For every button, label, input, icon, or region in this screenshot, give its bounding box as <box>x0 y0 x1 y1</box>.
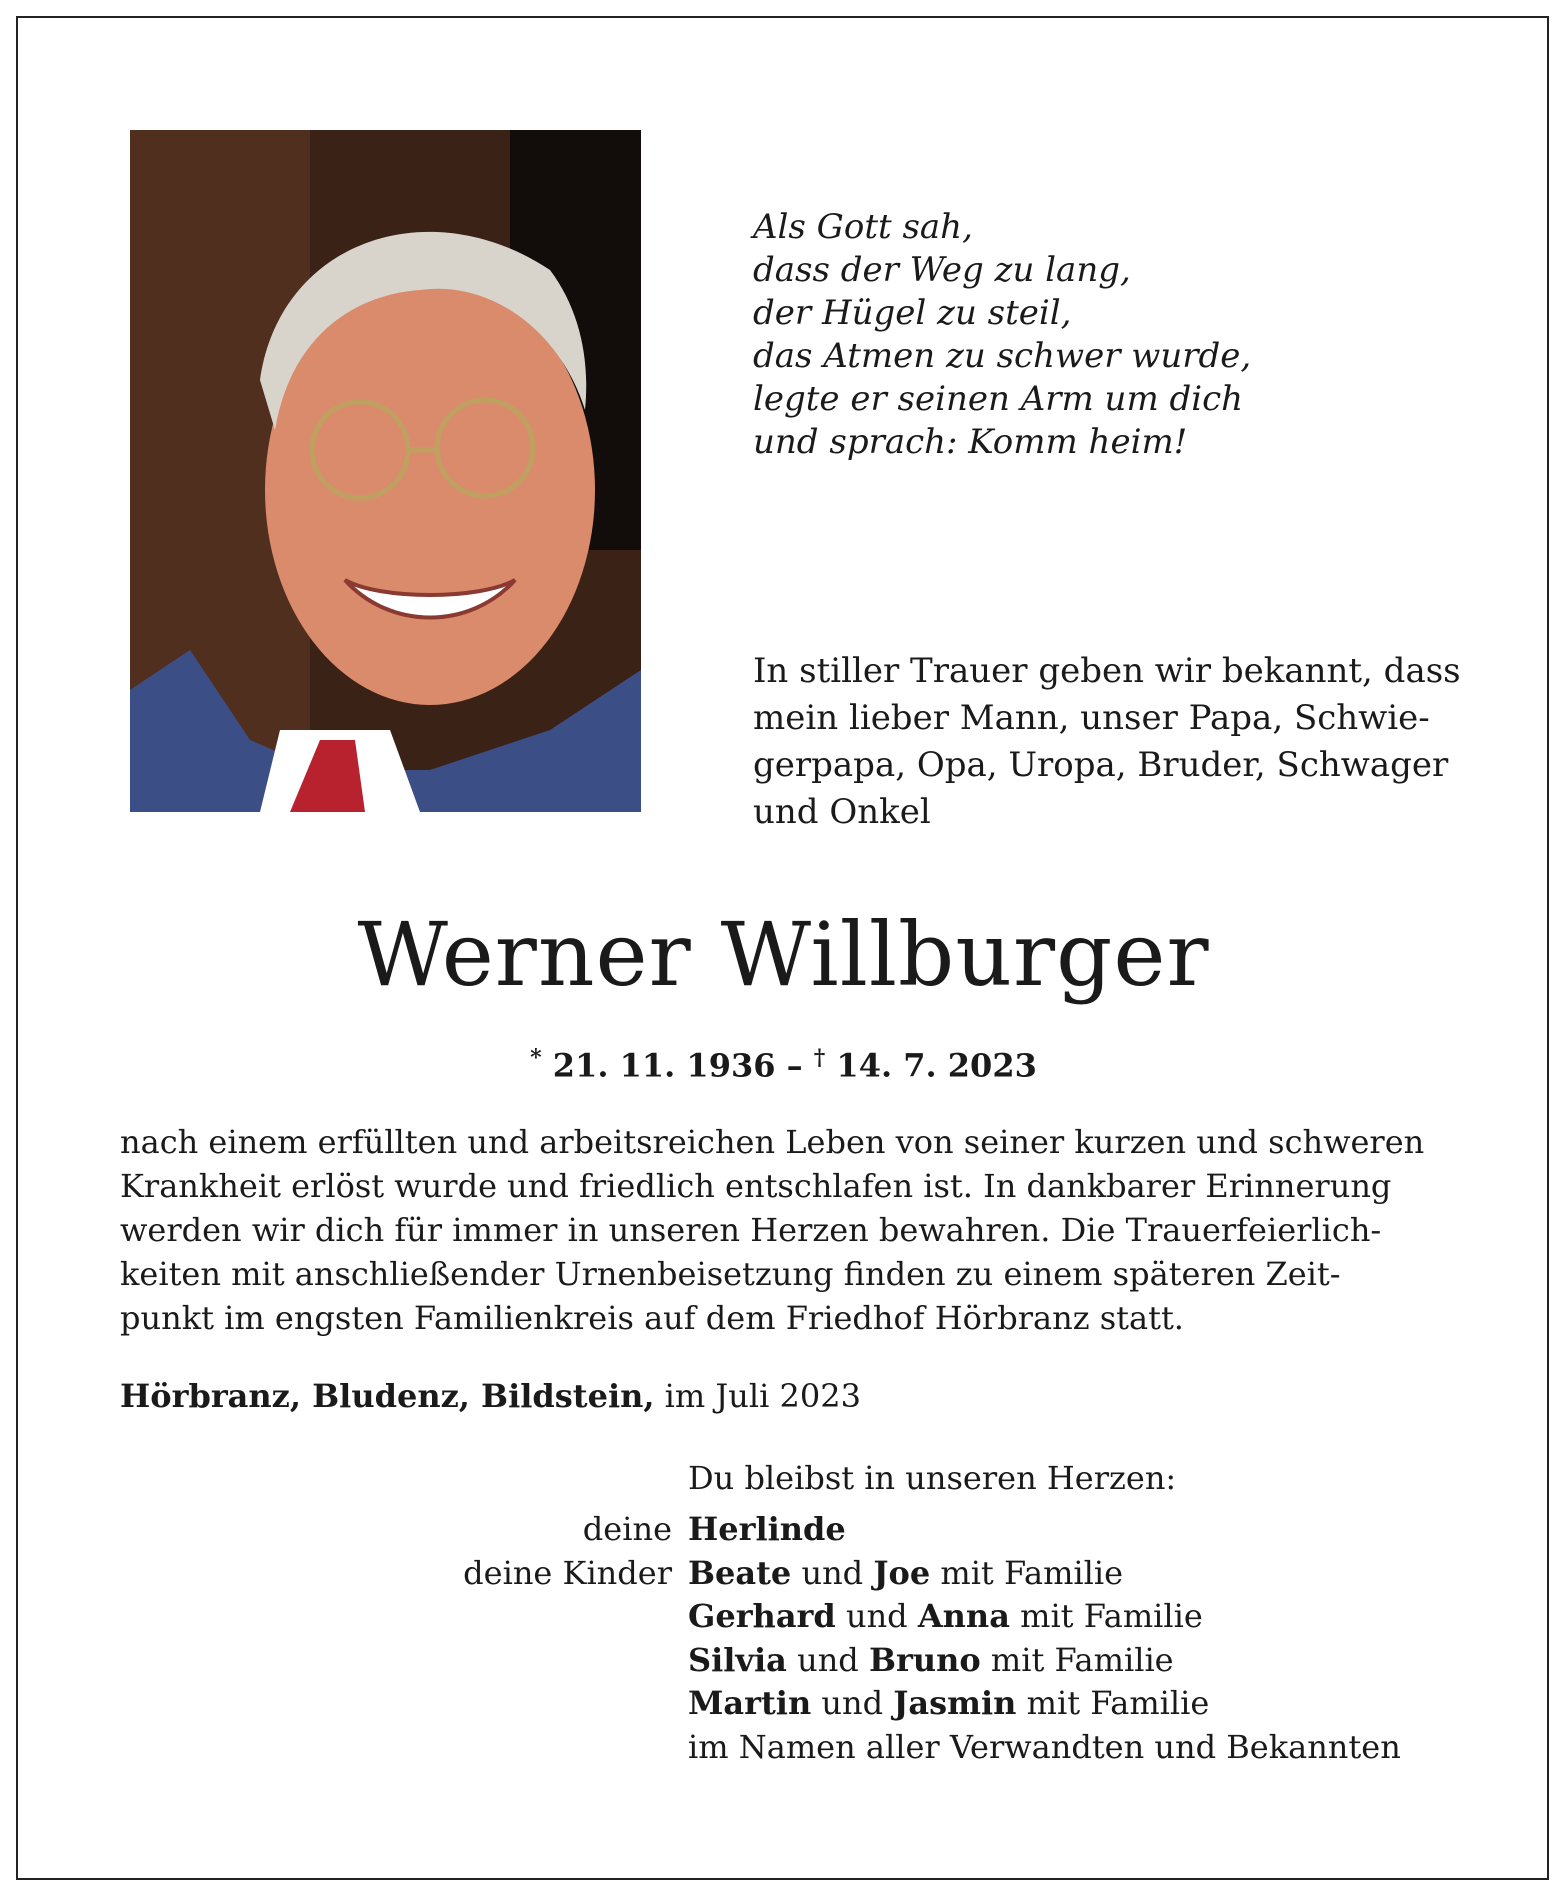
with-family: mit Familie <box>1020 1597 1203 1635</box>
with-family: mit Familie <box>1026 1684 1210 1722</box>
body-line: nach einem erfüllten und arbeitsreichen Leben von seiner kurzen und schweren <box>120 1123 1425 1161</box>
member-name: Silvia <box>688 1640 787 1679</box>
poem-line: Als Gott sah, <box>753 207 973 247</box>
intro-line: gerpapa, Opa, Uropa, Bruder, Schwager <box>753 745 1449 785</box>
member-name: Beate <box>688 1553 792 1592</box>
family-member <box>688 1552 1123 1596</box>
birth-symbol: * <box>530 1045 542 1071</box>
deceased-name: Werner Willburger <box>357 903 1210 1006</box>
family-member <box>688 1595 1203 1639</box>
announcement-body <box>120 1120 1450 1340</box>
family-row <box>0 1595 1567 1639</box>
member-name: Anna <box>917 1597 1010 1635</box>
family-member <box>688 1639 1174 1683</box>
birth-date: 21. 11. 1936 <box>552 1046 776 1085</box>
family-member <box>688 1682 1209 1726</box>
with-family: mit Familie <box>990 1640 1174 1679</box>
family-list <box>0 1508 1567 1769</box>
date-separator: – <box>786 1046 803 1085</box>
with-family: mit Familie <box>940 1553 1124 1592</box>
family-row <box>0 1682 1567 1726</box>
body-line: Krankheit erlöst wurde und friedlich entschlafen ist. In dankbarer Erinnerung <box>120 1167 1392 1205</box>
intro-line: In stiller Trauer geben wir bekannt, dass <box>753 651 1461 691</box>
conjunction: und <box>797 1640 859 1679</box>
death-date: 14. 7. 2023 <box>836 1046 1037 1085</box>
poem-line: der Hügel zu steil, <box>753 293 1072 333</box>
intro-line: und Onkel <box>753 792 931 832</box>
member-name: Martin <box>688 1684 812 1722</box>
family-member <box>688 1508 846 1552</box>
body-line: werden wir dich für immer in unseren Herzen bewahren. Die Trauerfeierlich- <box>120 1211 1382 1249</box>
family-row <box>0 1639 1567 1683</box>
poem-line: dass der Weg zu lang, <box>753 250 1131 290</box>
conjunction: und <box>801 1553 864 1592</box>
place-towns: Hörbranz, Bludenz, Bildstein, <box>120 1377 655 1415</box>
family-row <box>0 1552 1567 1596</box>
body-line: punkt im engsten Familienkreis auf dem Friedhof Hörbranz statt. <box>120 1299 1184 1337</box>
family-row <box>0 1726 1567 1770</box>
place-and-date <box>120 1374 861 1418</box>
conjunction: und <box>845 1597 908 1635</box>
family-closing: im Namen aller Verwandten und Bekannten <box>688 1727 1401 1766</box>
body-line: keiten mit anschließender Urnenbeisetzung finden zu einem späteren Zeit- <box>120 1255 1341 1293</box>
family-row <box>0 1508 1567 1552</box>
place-date: im Juli 2023 <box>664 1377 861 1415</box>
poem-line: legte er seinen Arm um dich <box>753 379 1244 419</box>
intro-line: mein lieber Mann, unser Papa, Schwie- <box>753 698 1430 738</box>
poem-line: das Atmen zu schwer wurde, <box>753 336 1252 376</box>
relation-label: deine Kinder <box>463 1553 672 1592</box>
member-name: Joe <box>873 1553 931 1592</box>
member-name: Jasmin <box>893 1684 1017 1722</box>
signoff: Du bleibst in unseren Herzen: <box>688 1459 1177 1497</box>
member-name: Herlinde <box>688 1510 846 1548</box>
life-dates <box>0 1038 1567 1086</box>
member-name: Bruno <box>868 1640 981 1679</box>
announcement-intro <box>753 648 1461 836</box>
poem-line: und sprach: Komm heim! <box>753 422 1188 462</box>
member-name: Gerhard <box>688 1597 836 1635</box>
conjunction: und <box>821 1684 884 1722</box>
death-symbol: † <box>813 1045 826 1071</box>
portrait-photo <box>130 130 641 812</box>
poem <box>753 206 1251 464</box>
relation-label: deine <box>582 1510 672 1548</box>
